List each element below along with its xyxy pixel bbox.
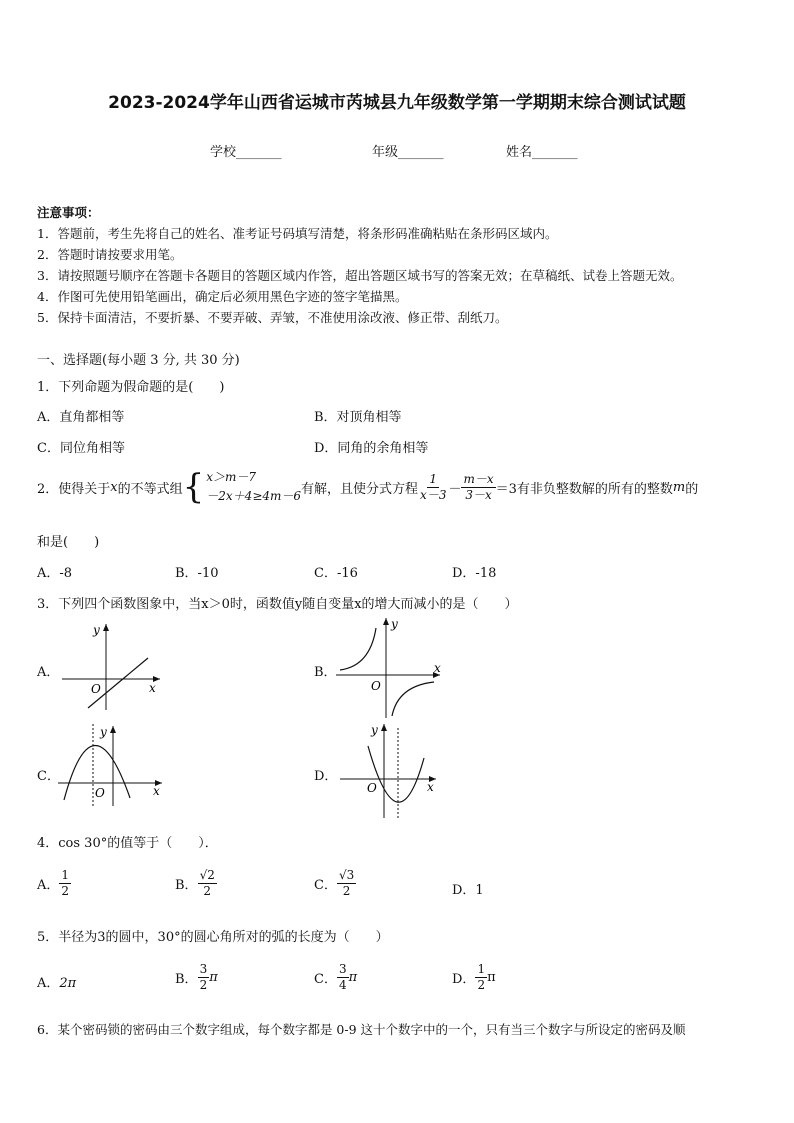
origin-label: O bbox=[91, 682, 101, 696]
q4-option-c: C． $\frac{√3}{2}$ bbox=[314, 868, 355, 898]
page-title: 2023-2024学年山西省运城市芮城县九年级数学第一学期期末综合测试试题 bbox=[108, 93, 686, 113]
q2-option-d: D．-18 bbox=[452, 566, 497, 581]
q5-option-a: A．2π bbox=[37, 976, 77, 991]
question-1-stem: 1．下列命题为假命题的是( ) bbox=[37, 380, 225, 395]
notice-item: 2．答题时请按要求用笔。 bbox=[37, 247, 183, 262]
q3-option-b-label: B． bbox=[314, 665, 337, 680]
q4-option-d: D．1 bbox=[452, 883, 484, 898]
name-field: 姓名_______ bbox=[506, 145, 578, 160]
axis-x-label: x bbox=[149, 681, 156, 695]
grade-field: 年级_______ bbox=[372, 145, 444, 160]
graph-d bbox=[336, 718, 446, 823]
section-heading: 一、选择题(每小题 3 分, 共 30 分) bbox=[37, 353, 240, 368]
origin-label: O bbox=[367, 781, 377, 795]
axis-x-label: x bbox=[153, 784, 160, 798]
question-5-stem: 5．半径为3的圆中，30°的圆心角所对的弧的长度为（ ） bbox=[37, 930, 389, 945]
q4-option-b: B． $\frac{√2}{2}$ bbox=[175, 868, 215, 898]
notice-item: 4．作图可先使用铅笔画出，确定后必须用黑色字迹的签字笔描黑。 bbox=[37, 289, 408, 304]
q2-option-b: B．-10 bbox=[175, 566, 219, 581]
axis-x-label: x bbox=[434, 661, 441, 675]
question-3-stem: 3．下列四个函数图象中，当x＞0时，函数值y随自变量x的增大而减小的是（ ） bbox=[37, 597, 518, 612]
notice-heading: 注意事项： bbox=[37, 205, 100, 220]
notice-item: 5．保持卡面清洁，不要折暴、不要弄破、弄皱，不准使用涂改液、修正带、刮纸刀。 bbox=[37, 310, 508, 325]
graph-c bbox=[58, 722, 168, 807]
question-6-stem: 6．某个密码锁的密码由三个数字组成，每个数字都是 0-9 这十个数字中的一个，只有当三个数字与所设定的密码及顺 bbox=[37, 1022, 686, 1037]
notice-item: 3．请按照题号顺序在答题卡各题目的答题区域内作答，超出答题区域书写的答案无效；在草稿纸、试卷上答题无效。 bbox=[37, 268, 683, 283]
school-field: 学校_______ bbox=[210, 145, 282, 160]
q3-option-d-label: D． bbox=[314, 769, 338, 784]
graph-b bbox=[336, 612, 446, 722]
q1-option-d: D．同角的余角相等 bbox=[314, 441, 429, 456]
q5-option-c: C． $\frac{3}{4}$ π bbox=[314, 962, 358, 992]
axis-x-label: x bbox=[427, 780, 434, 794]
axis-y-label: y bbox=[371, 723, 378, 737]
q2-option-a: A．-8 bbox=[37, 566, 73, 581]
q4-option-a: A． $\frac{1}{2}$ bbox=[37, 868, 70, 898]
q1-option-c: C．同位角相等 bbox=[37, 441, 125, 456]
axis-y-label: y bbox=[100, 725, 107, 739]
notice-item: 1．答题前，考生先将自己的姓名、准考证号码填写清楚，将条形码准确粘贴在条形码区域内。 bbox=[37, 226, 558, 241]
origin-label: O bbox=[371, 679, 381, 693]
fraction: $\frac{m-x}{3-x}$ bbox=[463, 471, 494, 502]
q1-option-b: B．对顶角相等 bbox=[314, 410, 402, 425]
q2-option-c: C．-16 bbox=[314, 566, 358, 581]
axis-y-label: y bbox=[93, 623, 100, 637]
question-2-stem: 2．使得关于 x 的不等式组 { x＞m－7 －2x＋4≥4m－6 有解，且使分式方程 $\frac{1}{x-3}$ － $\frac{m-x}{3-x}$ ＝3 有非负整数解的所有的整数 m 的 bbox=[37, 467, 699, 508]
inequality-system: { x＞m－7 －2x＋4≥4m－6 bbox=[182, 467, 302, 508]
q5-option-d: D． $\frac{1}{2}$ π bbox=[452, 962, 496, 992]
question-4-stem: 4．cos 30°的值等于（ ）． bbox=[37, 836, 218, 851]
q1-option-a: A．直角都相等 bbox=[37, 410, 125, 425]
graph-a bbox=[58, 618, 168, 713]
fraction: $\frac{1}{x-3}$ bbox=[420, 471, 447, 502]
q5-option-b: B． $\frac{3}{2}$ π bbox=[175, 962, 218, 992]
question-2-stem-cont: 和是( ) bbox=[37, 535, 100, 550]
q3-option-c-label: C． bbox=[37, 769, 60, 784]
axis-y-label: y bbox=[391, 617, 398, 631]
origin-label: O bbox=[95, 786, 105, 800]
q3-option-a-label: A． bbox=[37, 665, 60, 680]
